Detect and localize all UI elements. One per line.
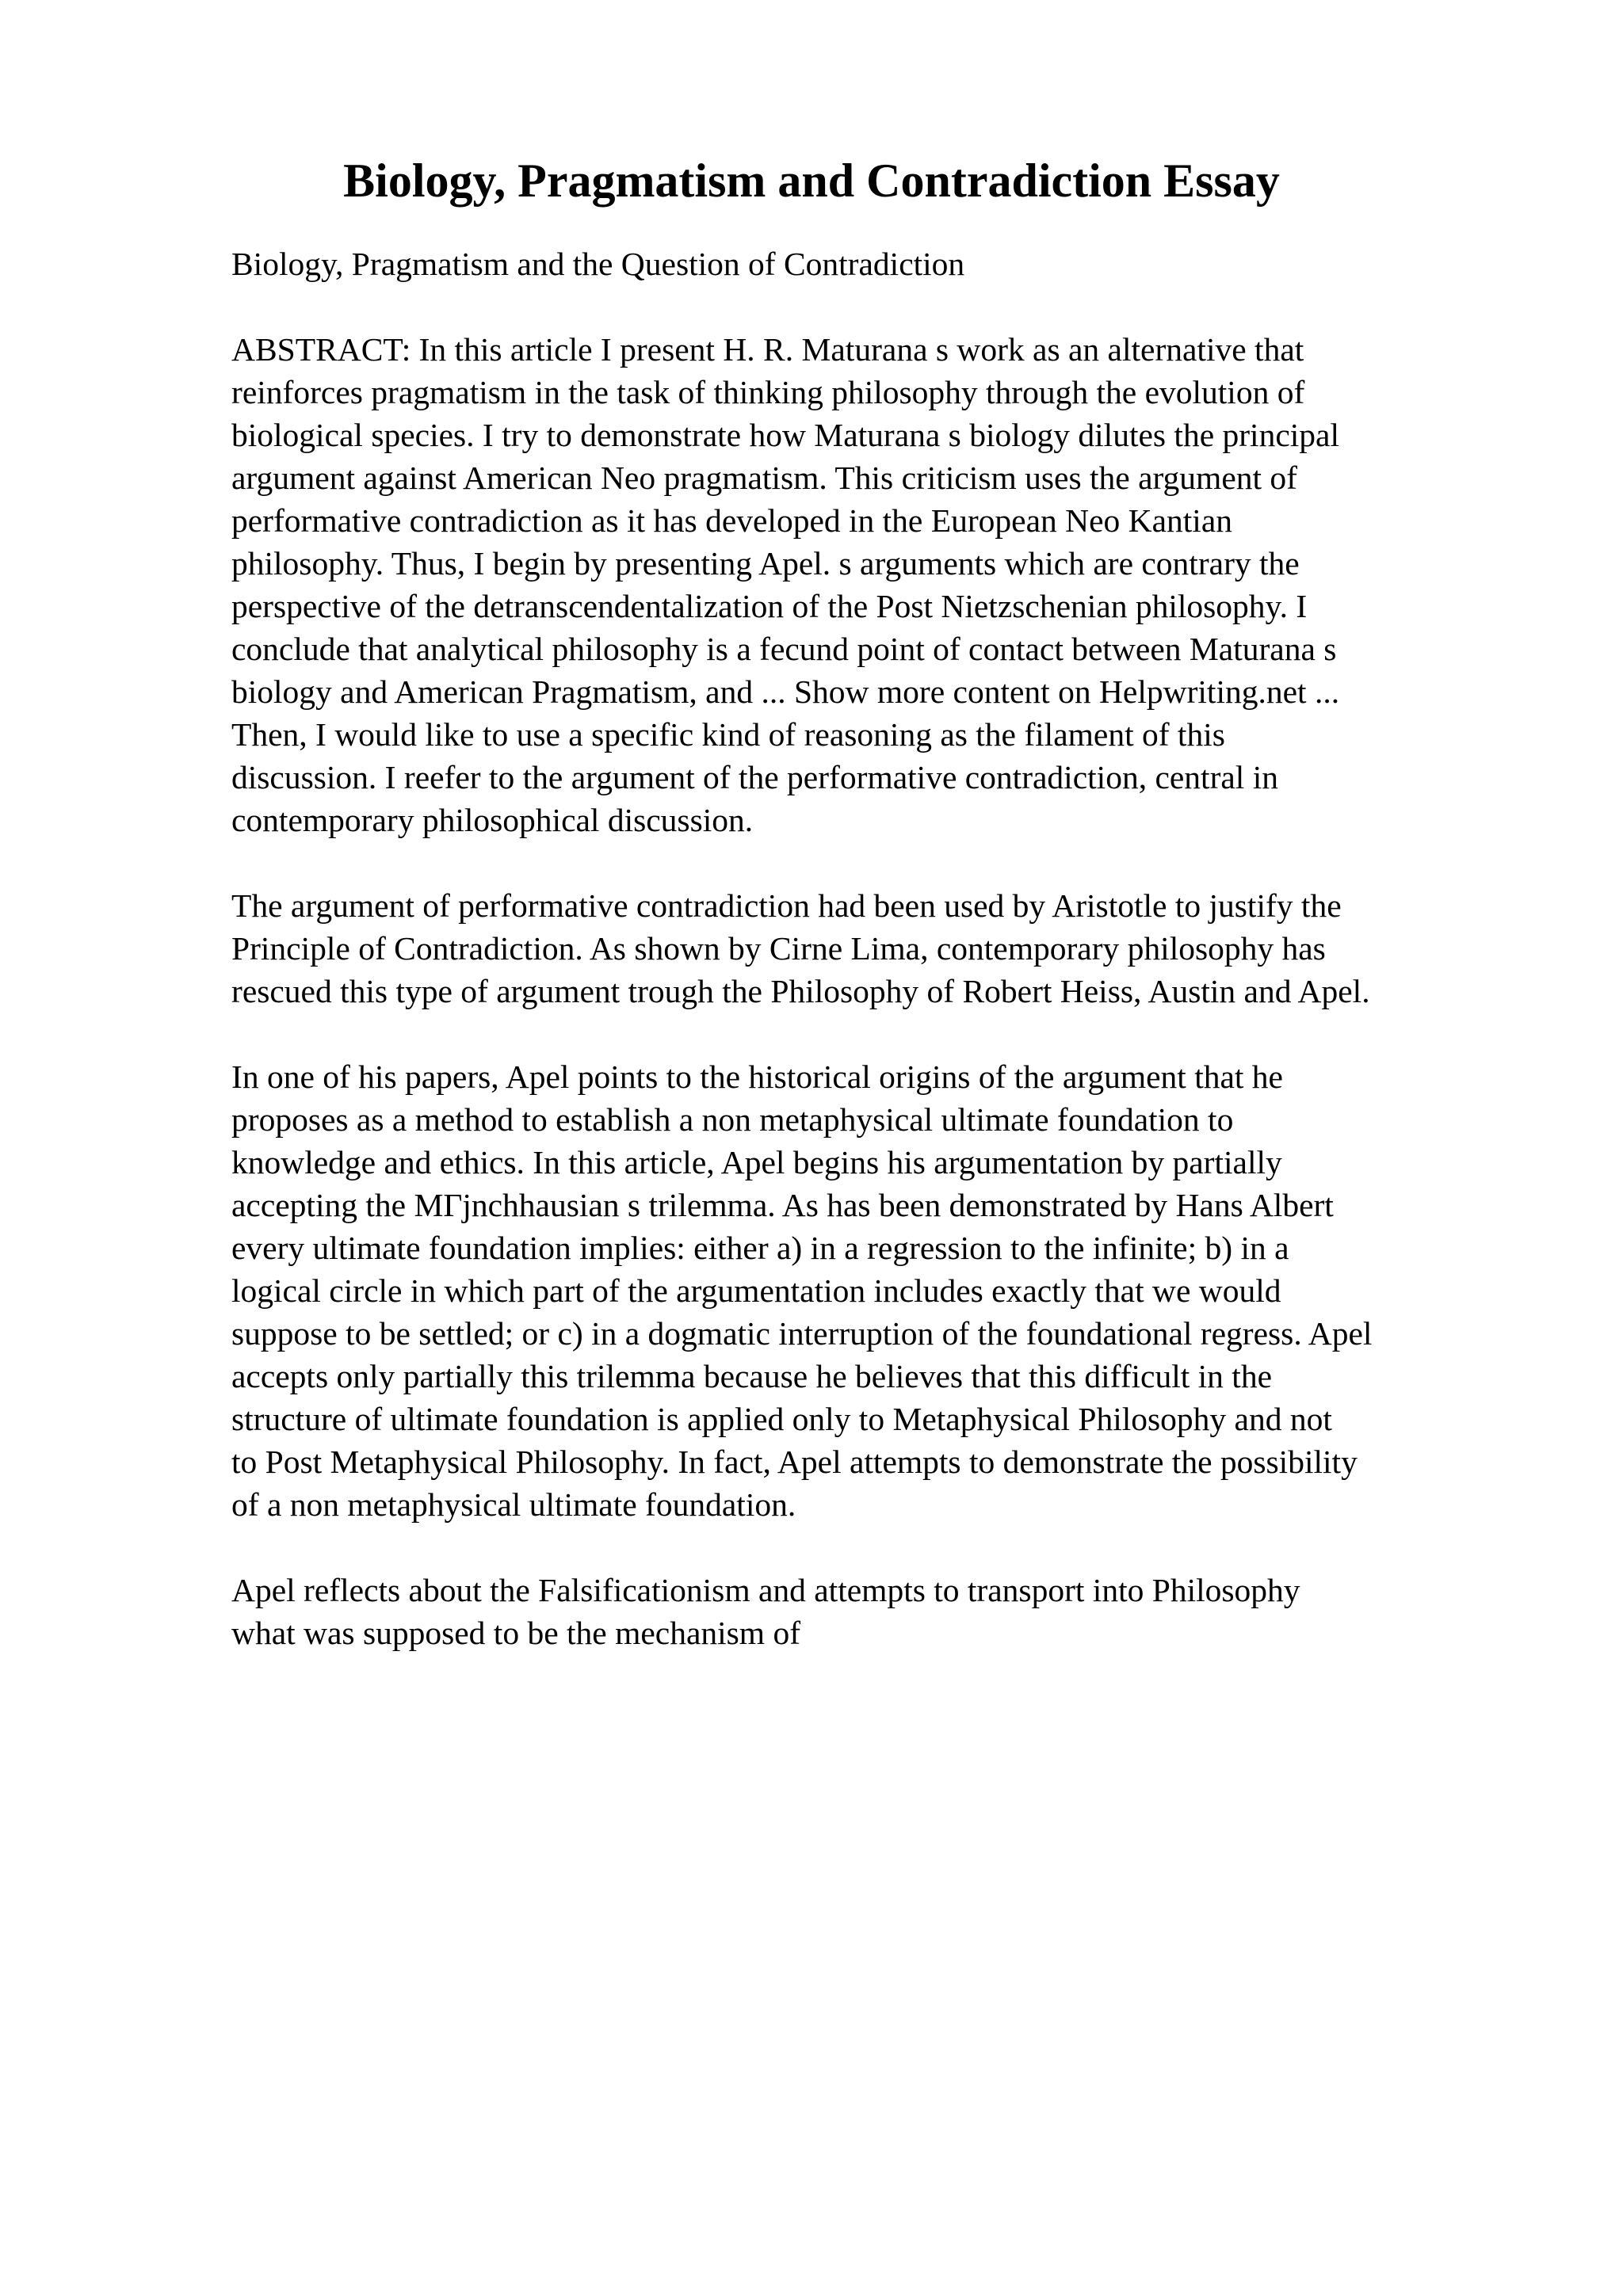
text-line: accepts only partially this trilemma because he believes that this difficult in the — [231, 1358, 1273, 1394]
text-line: proposes as a method to establish a non metaphysical ultimate foundation to — [231, 1101, 1234, 1138]
text-line: The argument of performative contradiction had been used by Aristotle to justify the — [231, 887, 1342, 924]
text-line: reinforces pragmatism in the task of thinking philosophy through the evolution of — [231, 374, 1305, 410]
text-line: ABSTRACT: In this article I present H. R. Maturana s work as an alternative that — [231, 331, 1304, 368]
text-line: what was supposed to be the mechanism of — [231, 1615, 801, 1651]
body-paragraph — [231, 1055, 1531, 1526]
body-paragraph — [231, 1569, 1531, 1654]
text-line: Then, I would like to use a specific kind of reasoning as the filament of this — [231, 716, 1225, 753]
text-line: contemporary philosophical discussion. — [231, 802, 754, 838]
text-line: suppose to be settled; or c) in a dogmatic interruption of the foundational regress. Apel — [231, 1315, 1373, 1352]
subtitle-paragraph — [231, 242, 1531, 285]
text-line: In one of his papers, Apel points to the historical origins of the argument that he — [231, 1058, 1283, 1095]
text-line: performative contradiction as it has developed in the European Neo Kantian — [231, 502, 1232, 539]
text-line: perspective of the detranscendentalization of the Post Nietzschenian philosophy. I — [231, 588, 1308, 624]
text-line: conclude that analytical philosophy is a fecund point of contact between Maturana s — [231, 631, 1337, 667]
text-line: Biology, Pragmatism and the Question of Contradiction — [231, 246, 965, 282]
abstract-paragraph — [231, 328, 1531, 841]
text-line: to Post Metaphysical Philosophy. In fact, Apel attempts to demonstrate the possibility — [231, 1444, 1358, 1480]
text-line: logical circle in which part of the argumentation includes exactly that we would — [231, 1272, 1281, 1309]
text-line: Apel reflects about the Falsificationism and attempts to transport into Philosophy — [231, 1572, 1300, 1608]
document-title: Biology, Pragmatism and Contradiction Essay — [343, 154, 1280, 207]
text-line: biological species. I try to demonstrate how Maturana s biology dilutes the principal — [231, 417, 1339, 453]
text-line: discussion. I reefer to the argument of the performative contradiction, central in — [231, 759, 1278, 795]
text-line: philosophy. Thus, I begin by presenting Apel. s arguments which are contrary the — [231, 545, 1300, 582]
text-line: rescued this type of argument trough the Philosophy of Robert Heiss, Austin and Apel. — [231, 973, 1370, 1009]
text-line: structure of ultimate foundation is applied only to Metaphysical Philosophy and not — [231, 1401, 1332, 1437]
text-line: every ultimate foundation implies: either a) in a regression to the infinite; b) in a — [231, 1230, 1289, 1266]
text-line: biology and American Pragmatism, and ... Show more content on Helpwriting.net ... — [231, 673, 1340, 710]
text-line: Principle of Contradiction. As shown by Cirne Lima, contemporary philosophy has — [231, 930, 1326, 967]
text-line: of a non metaphysical ultimate foundation. — [231, 1486, 796, 1523]
document-body — [231, 242, 1531, 1697]
body-paragraph — [231, 884, 1531, 1013]
text-line: knowledge and ethics. In this article, Apel begins his argumentation by partially — [231, 1144, 1282, 1180]
text-line: accepting the MГјnchhausian s trilemma. As has been demonstrated by Hans Albert — [231, 1187, 1334, 1223]
text-line: argument against American Neo pragmatism. This criticism uses the argument of — [231, 460, 1297, 496]
